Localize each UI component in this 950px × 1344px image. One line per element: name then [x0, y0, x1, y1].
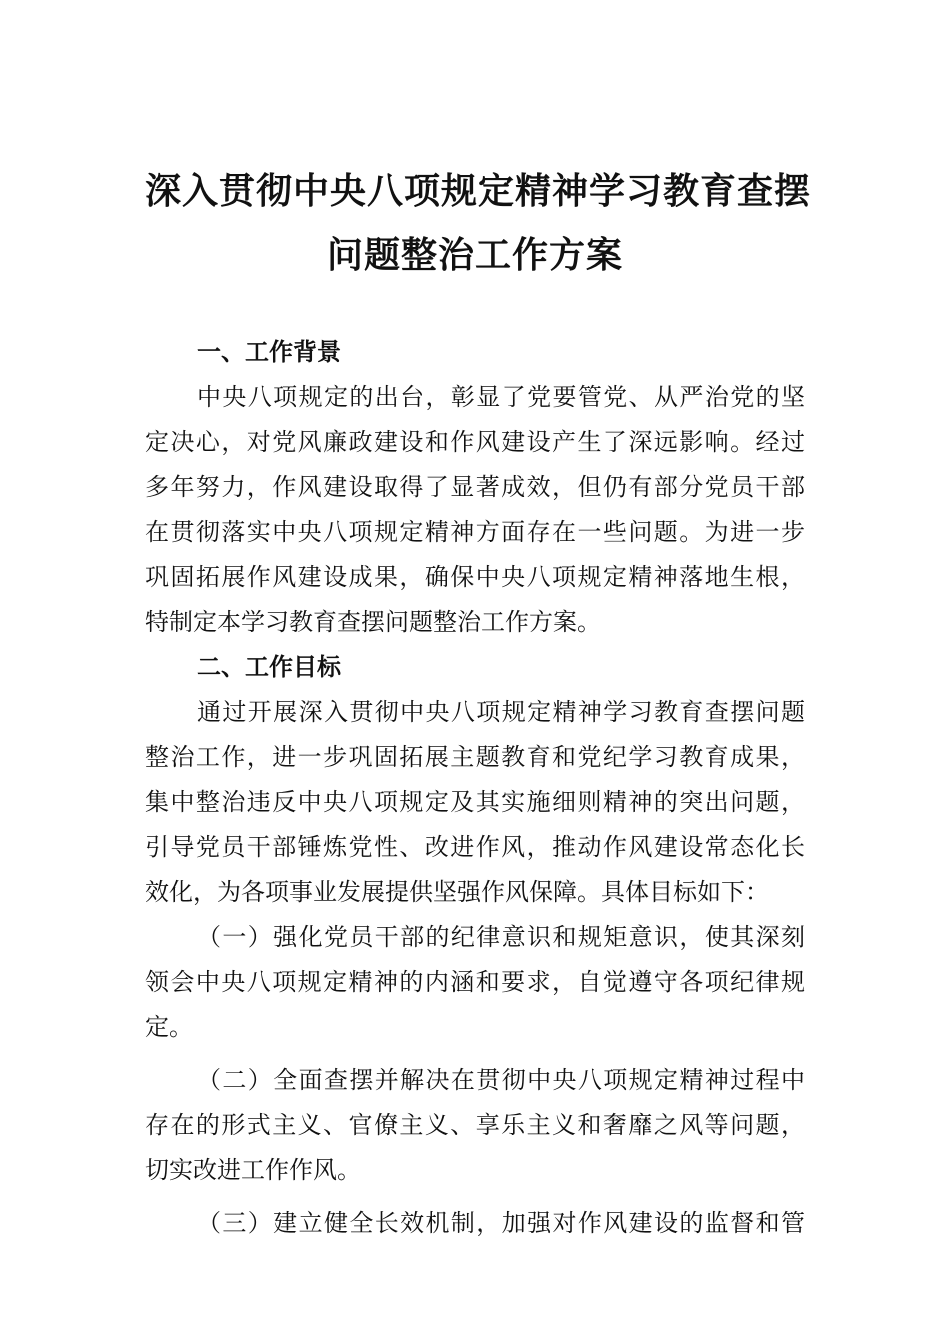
paragraph-line: 引导党员干部锤炼党性、改进作风，推动作风建设常态化长: [145, 833, 805, 861]
goal-item-3-line: （三）建立健全长效机制，加强对作风建设的监督和管: [197, 1209, 805, 1237]
paragraph-line: 集中整治违反中央八项规定及其实施细则精神的突出问题，: [145, 788, 805, 816]
title-line-2: 问题整治工作方案: [326, 235, 623, 276]
paragraph-line: 特制定本学习教育查摆问题整治工作方案。: [145, 608, 601, 636]
goal-item-1-line: 定。: [145, 1013, 193, 1041]
paragraph-line: 通过开展深入贯彻中央八项规定精神学习教育查摆问题: [197, 698, 805, 726]
goal-item-1-line: （一）强化党员干部的纪律意识和规矩意识，使其深刻: [197, 923, 805, 951]
paragraph-line: 定决心，对党风廉政建设和作风建设产生了深远影响。经过: [145, 428, 805, 456]
paragraph-line: 多年努力，作风建设取得了显著成效，但仍有部分党员干部: [145, 473, 805, 501]
title-line-1: 深入贯彻中央八项规定精神学习教育查摆: [145, 171, 812, 212]
goal-item-2-line: （二）全面查摆并解决在贯彻中央八项规定精神过程中: [197, 1066, 805, 1094]
paragraph-line: 在贯彻落实中央八项规定精神方面存在一些问题。为进一步: [145, 518, 805, 546]
goal-item-2-line: 切实改进工作作风。: [145, 1156, 361, 1184]
paragraph-line: 巩固拓展作风建设成果，确保中央八项规定精神落地生根，: [145, 563, 805, 591]
paragraph-line: 整治工作，进一步巩固拓展主题教育和党纪学习教育成果，: [145, 743, 805, 771]
section-heading-background: 一、工作背景: [197, 338, 341, 366]
document-title: [145, 160, 812, 288]
goal-item-1-line: 领会中央八项规定精神的内涵和要求，自觉遵守各项纪律规: [145, 968, 805, 996]
section-heading-goals: 二、工作目标: [197, 653, 341, 681]
document-body: [145, 330, 805, 1246]
paragraph-line: 中央八项规定的出台，彰显了党要管党、从严治党的坚: [197, 383, 805, 411]
goal-item-2-line: 存在的形式主义、官僚主义、享乐主义和奢靡之风等问题，: [145, 1111, 805, 1139]
paragraph-line: 效化，为各项事业发展提供坚强作风保障。具体目标如下：: [145, 878, 769, 906]
